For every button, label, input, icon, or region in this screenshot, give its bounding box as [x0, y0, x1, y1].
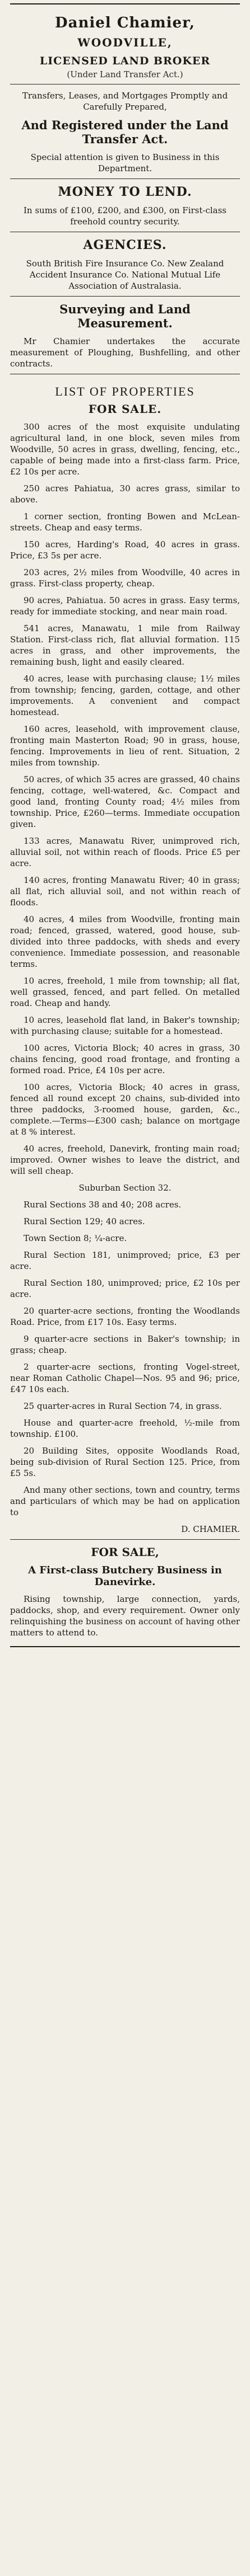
agencies-text: South British Fire Insurance Co. New Zealand Accident Insurance Co. National Mutual Life Association of Australasia. — [26, 258, 224, 291]
property-item: 140 acres, fronting Manawatu River; 40 in grass; all flat, rich alluvial soil, and not within reach of floods. — [10, 875, 240, 908]
building-sites: 20 Building Sites, opposite Woodlands Road, being sub-division of Rural Section 125. Price, from £5 5s. — [10, 1446, 240, 1478]
property-item: 300 acres of the most exquisite undulating agricultural land, in one block, seven miles from Woodville, 50 acres in grass, dwelling, fencing, etc., capable of being made into a first-class farm. Price, £2 10s per acre. — [10, 422, 240, 477]
money-text: In sums of £100, £200, and £300, on First-class freehold country security. — [23, 205, 227, 227]
properties-subheading: FOR SALE. — [88, 402, 162, 416]
broker-title: LICENSED LAND BROKER — [39, 55, 211, 67]
divider — [10, 1539, 240, 1540]
divider — [10, 296, 240, 297]
properties-heading: LIST OF PROPERTIES — [55, 384, 195, 398]
closing-text: And many other sections, town and country, terms and particulars of which may be had on application to — [10, 1485, 240, 1517]
property-item: 100 acres, Victoria Block; 40 acres in grass, 30 chains fencing, good road frontage, and fronting a formed road. Price, £4 10s per acre. — [10, 1043, 240, 1075]
divider — [10, 178, 240, 179]
advertiser-name: Daniel Chamier, — [55, 15, 195, 31]
services-note: Special attention is given to Business in this Department. — [30, 152, 220, 173]
property-item: 10 acres, leasehold flat land, in Baker's township; with purchasing clause; suitable for a homestead. — [10, 1015, 240, 1036]
property-item: 541 acres, Manawatu, 1 mile from Railway Station. First-class rich, flat alluvial formation. 115 acres in grass, and other improvements, the remaining bush, light and easily cleared. — [10, 623, 240, 667]
town-section-8: Town Section 8; ¼-acre. — [24, 1233, 127, 1243]
property-item: 160 acres, leasehold, with improvement clause, fronting main Masterton Road; 90 in grass, house, fencing. Improvements in lieu of rent. Situation, 2 miles from township. — [10, 724, 240, 768]
woodlands-sections: 20 quarter-acre sections, fronting the Woodlands Road. Price, from £17 10s. Easy terms. — [10, 1306, 240, 1327]
butchery-text: Rising township, large connection, yards, paddocks, shop, and every requirement. Owner only relinquishing the business on account of having other matters to attend to. — [10, 1594, 240, 1638]
surveying-heading: Surveying and Land Measurement. — [59, 302, 191, 330]
rural-section-180: Rural Section 180, unimproved; price, £2 10s per acre. — [10, 1278, 240, 1299]
property-item: 150 acres, Harding's Road, 40 acres in grass. Price, £3 5s per acre. — [10, 539, 240, 561]
property-item: 40 acres, freehold, Danevirk, fronting main road; improved. Owner wishes to leave the district, and will sell cheap. — [10, 1144, 240, 1176]
rural-section-181: Rural Section 181, unimproved; price, £3 per acre. — [10, 1250, 240, 1271]
rural-sections-38-40: Rural Sections 38 and 40; 208 acres. — [24, 1200, 182, 1210]
money-heading: MONEY TO LEND. — [58, 185, 192, 199]
vogel-sections: 2 quarter-acre sections, fronting Vogel-street, near Roman Catholic Chapel—Nos. 95 and 96; price, £47 10s each. — [10, 1362, 240, 1394]
property-item: 100 acres, Victoria Block; 40 acres in grass, fenced all round except 20 chains, sub-divided into three paddocks, 3-roomed house, garden, &c., complete.—Terms—£300 cash; balance on mortgage at 8 % interest. — [10, 1082, 240, 1137]
property-item: 133 acres, Manawatu River, unimproved rich, alluvial soil, not within reach of floods. Price £5 per acre. — [10, 836, 240, 868]
rural-section-129: Rural Section 129; 40 acres. — [24, 1216, 145, 1226]
property-item: 10 acres, freehold, 1 mile from township; all flat, well grassed, fenced, and part felled. On metalled road. Cheap and handy. — [10, 976, 240, 1008]
agencies-heading: AGENCIES. — [83, 238, 167, 252]
butchery-heading: FOR SALE, — [91, 1545, 159, 1559]
house-freehold: House and quarter-acre freehold, ½-mile from township. £100. — [10, 1418, 240, 1439]
services-line: Transfers, Leases, and Mortgages Promptly and Carefully Prepared, — [22, 91, 228, 112]
broker-subtitle: (Under Land Transfer Act.) — [67, 69, 183, 79]
baker-sections: 9 quarter-acre sections in Baker's township; in grass; cheap. — [10, 1334, 240, 1355]
property-item: 40 acres, lease with purchasing clause; 1½ miles from township; fencing, garden, cottage, and other improvements. A convenient and compact homestead. — [10, 674, 240, 717]
suburban-section: Suburban Section 32. — [78, 1183, 172, 1193]
surveying-text: Mr Chamier undertakes the accurate measurement of Ploughing, Bushfelling, and other contracts. — [10, 336, 240, 369]
town-name: WOODVILLE, — [77, 36, 173, 49]
property-item: 203 acres, 2½ miles from Woodville, 40 acres in grass. First-class property, cheap. — [10, 567, 240, 589]
property-item: 40 acres, 4 miles from Woodville, fronting main road; fenced, grassed, watered, good house, sub-divided into three paddocks, with sheds and every convenience. Immediate possession, and reasonable terms. — [10, 914, 240, 969]
butchery-title: A First-class Butchery Business in Danevirke. — [28, 1564, 222, 1588]
top-rule — [10, 3, 240, 4]
property-list — [0, 421, 250, 1535]
signature: D. CHAMIER. — [181, 1524, 240, 1534]
property-item: 1 corner section, fronting Bowen and McLean-streets. Cheap and easy terms. — [10, 511, 240, 533]
bottom-rule — [10, 1646, 240, 1647]
property-item: 90 acres, Pahiatua. 50 acres in grass. Easy terms, ready for immediate stocking, and near main road. — [10, 595, 240, 617]
registered-heading: And Registered under the Land Transfer Act. — [21, 118, 229, 146]
property-item: 250 acres Pahiatua, 30 acres grass, similar to above. — [10, 483, 240, 505]
property-item: 50 acres, of which 35 acres are grassed, 40 chains fencing, cottage, well-watered, &c. Compact and good land, fronting County road; 4½ miles from township. Price, £260—terms. Immediate occupation given. — [10, 774, 240, 829]
rural-section-74: 25 quarter-acres in Rural Section 74, in grass. — [24, 1401, 222, 1411]
